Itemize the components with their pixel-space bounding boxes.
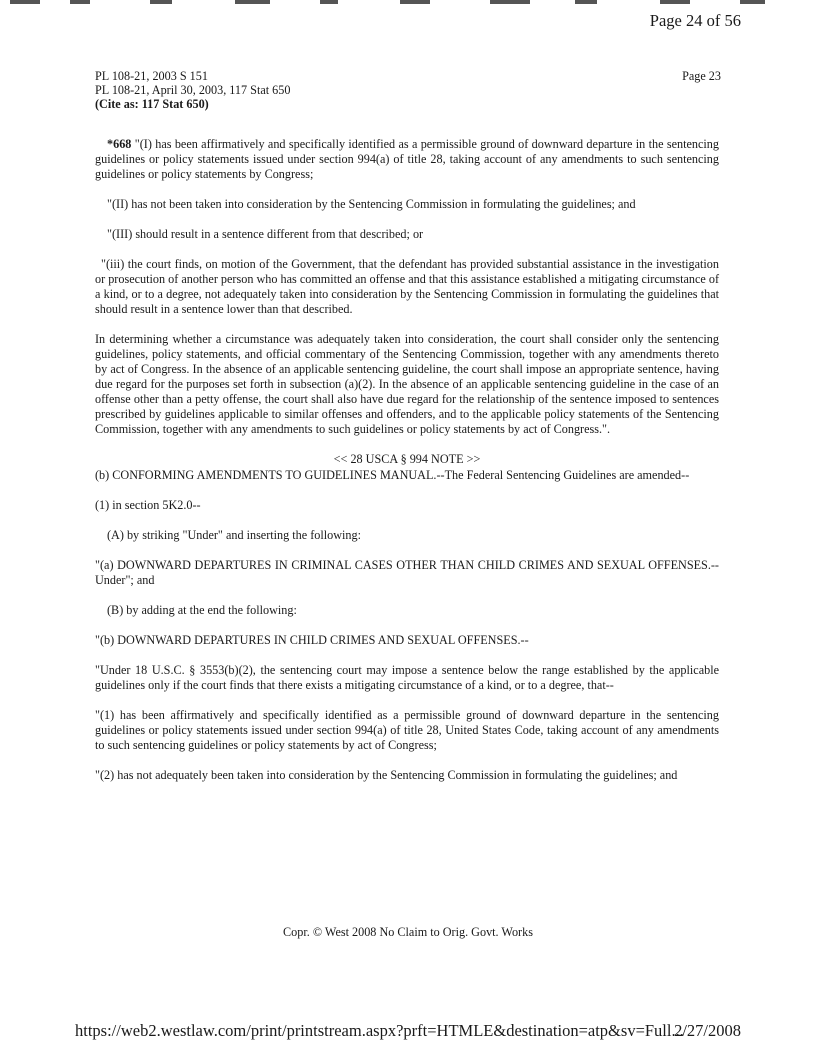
- browser-page-counter: Page 24 of 56: [649, 11, 741, 30]
- document-body: [95, 137, 719, 798]
- browser-print-url: https://web2.westlaw.com/print/printstream.aspx?prft=HTMLE&destination=atp&sv=Full...: [75, 1021, 684, 1040]
- header-citation: (Cite as: 117 Stat 650): [95, 97, 209, 111]
- header-law-date: PL 108-21, April 30, 2003, 117 Stat 650: [95, 83, 291, 97]
- paragraph-a-downward-departures: "(a) DOWNWARD DEPARTURES IN CRIMINAL CASES OTHER THAN CHILD CRIMES AND SEXUAL OFFENSES.--Under"; and: [95, 558, 719, 587]
- paragraph-determining: In determining whether a circumstance was adequately taken into consideration, the court shall consider only the sentencing guidelines, policy statements, and official commentary of the Sentencing Commission, together with any amendments thereto by act of Congress. In the absence of an applicable sentencing guideline, the court shall impose an appropriate sentence, having due regard for the purposes set forth in subsection (a)(2). In the absence of an applicable sentencing guideline in the case of an offense other than a petty offense, the court shall also have due regard for the relationship of the sentence imposed to sentences prescribed by guidelines applicable to similar offenses and offenders, and to the applicable policy statements of the Sentencing Commission, together with any amendments to such guidelines or policy statements by act of Congress.".: [95, 332, 719, 436]
- paragraph-A-striking: (A) by striking "Under" and inserting the following:: [107, 528, 361, 542]
- scan-top-marks: [0, 0, 816, 6]
- paragraph-1-affirmatively: "(1) has been affirmatively and specifically identified as a permissible ground of downward departure in the sentencing guidelines or policy statements issued under section 994(a) of title 28, United States Code, taking account of any amendments to such sentencing guidelines or policy statements by act of Congress;: [95, 708, 719, 752]
- paragraph-b-child-crimes: "(b) DOWNWARD DEPARTURES IN CHILD CRIMES AND SEXUAL OFFENSES.--: [95, 633, 529, 647]
- header-law-id: PL 108-21, 2003 S 151: [95, 69, 208, 83]
- copyright-notice: Copr. © West 2008 No Claim to Orig. Govt. Works: [283, 925, 533, 939]
- paragraph-iii: "(iii) the court finds, on motion of the Government, that the defendant has provided substantial assistance in the investigation or prosecution of another person who has committed an offense and that this assistance established a mitigating circumstance of a kind, or to a degree, not adequately taken into consideration by the Sentencing Commission in formulating the guidelines that should result in a sentence lower than that described.: [95, 257, 719, 316]
- browser-print-date: 2/27/2008: [674, 1021, 741, 1040]
- paragraph-III: "(III) should result in a sentence different from that described; or: [107, 227, 424, 241]
- paragraph-B-adding: (B) by adding at the end the following:: [107, 603, 297, 617]
- paragraph-2-not-adequately: "(2) has not adequately been taken into consideration by the Sentencing Commission in formulating the guidelines; and: [95, 768, 678, 782]
- paragraph-I: [95, 137, 719, 182]
- paragraph-b-amendments: (b) CONFORMING AMENDMENTS TO GUIDELINES MANUAL.--The Federal Sentencing Guidelines are amended--: [95, 468, 690, 482]
- star-page-marker: *668: [107, 137, 132, 151]
- paragraph-under-18-usc: "Under 18 U.S.C. § 3553(b)(2), the sentencing court may impose a sentence below the range established by the applicable guidelines only if the court finds that there exists a mitigating circumstance of a kind, or to a degree, that--: [95, 663, 719, 692]
- usca-note: << 28 USCA § 994 NOTE >>: [333, 452, 481, 466]
- paragraph-section-5k2: (1) in section 5K2.0--: [95, 498, 201, 512]
- paragraph-II: "(II) has not been taken into consideration by the Sentencing Commission in formulating the guidelines; and: [107, 197, 636, 211]
- document-page-number: Page 23: [682, 69, 721, 83]
- document-header: [95, 69, 290, 111]
- paragraph-I-text: "(I) has been affirmatively and specifically identified as a permissible ground of downward departure in the sentencing guidelines or policy statements issued under section 994(a) of title 28, taking account of any amendments to such sentencing guidelines or policy statements by Congress;: [95, 137, 719, 181]
